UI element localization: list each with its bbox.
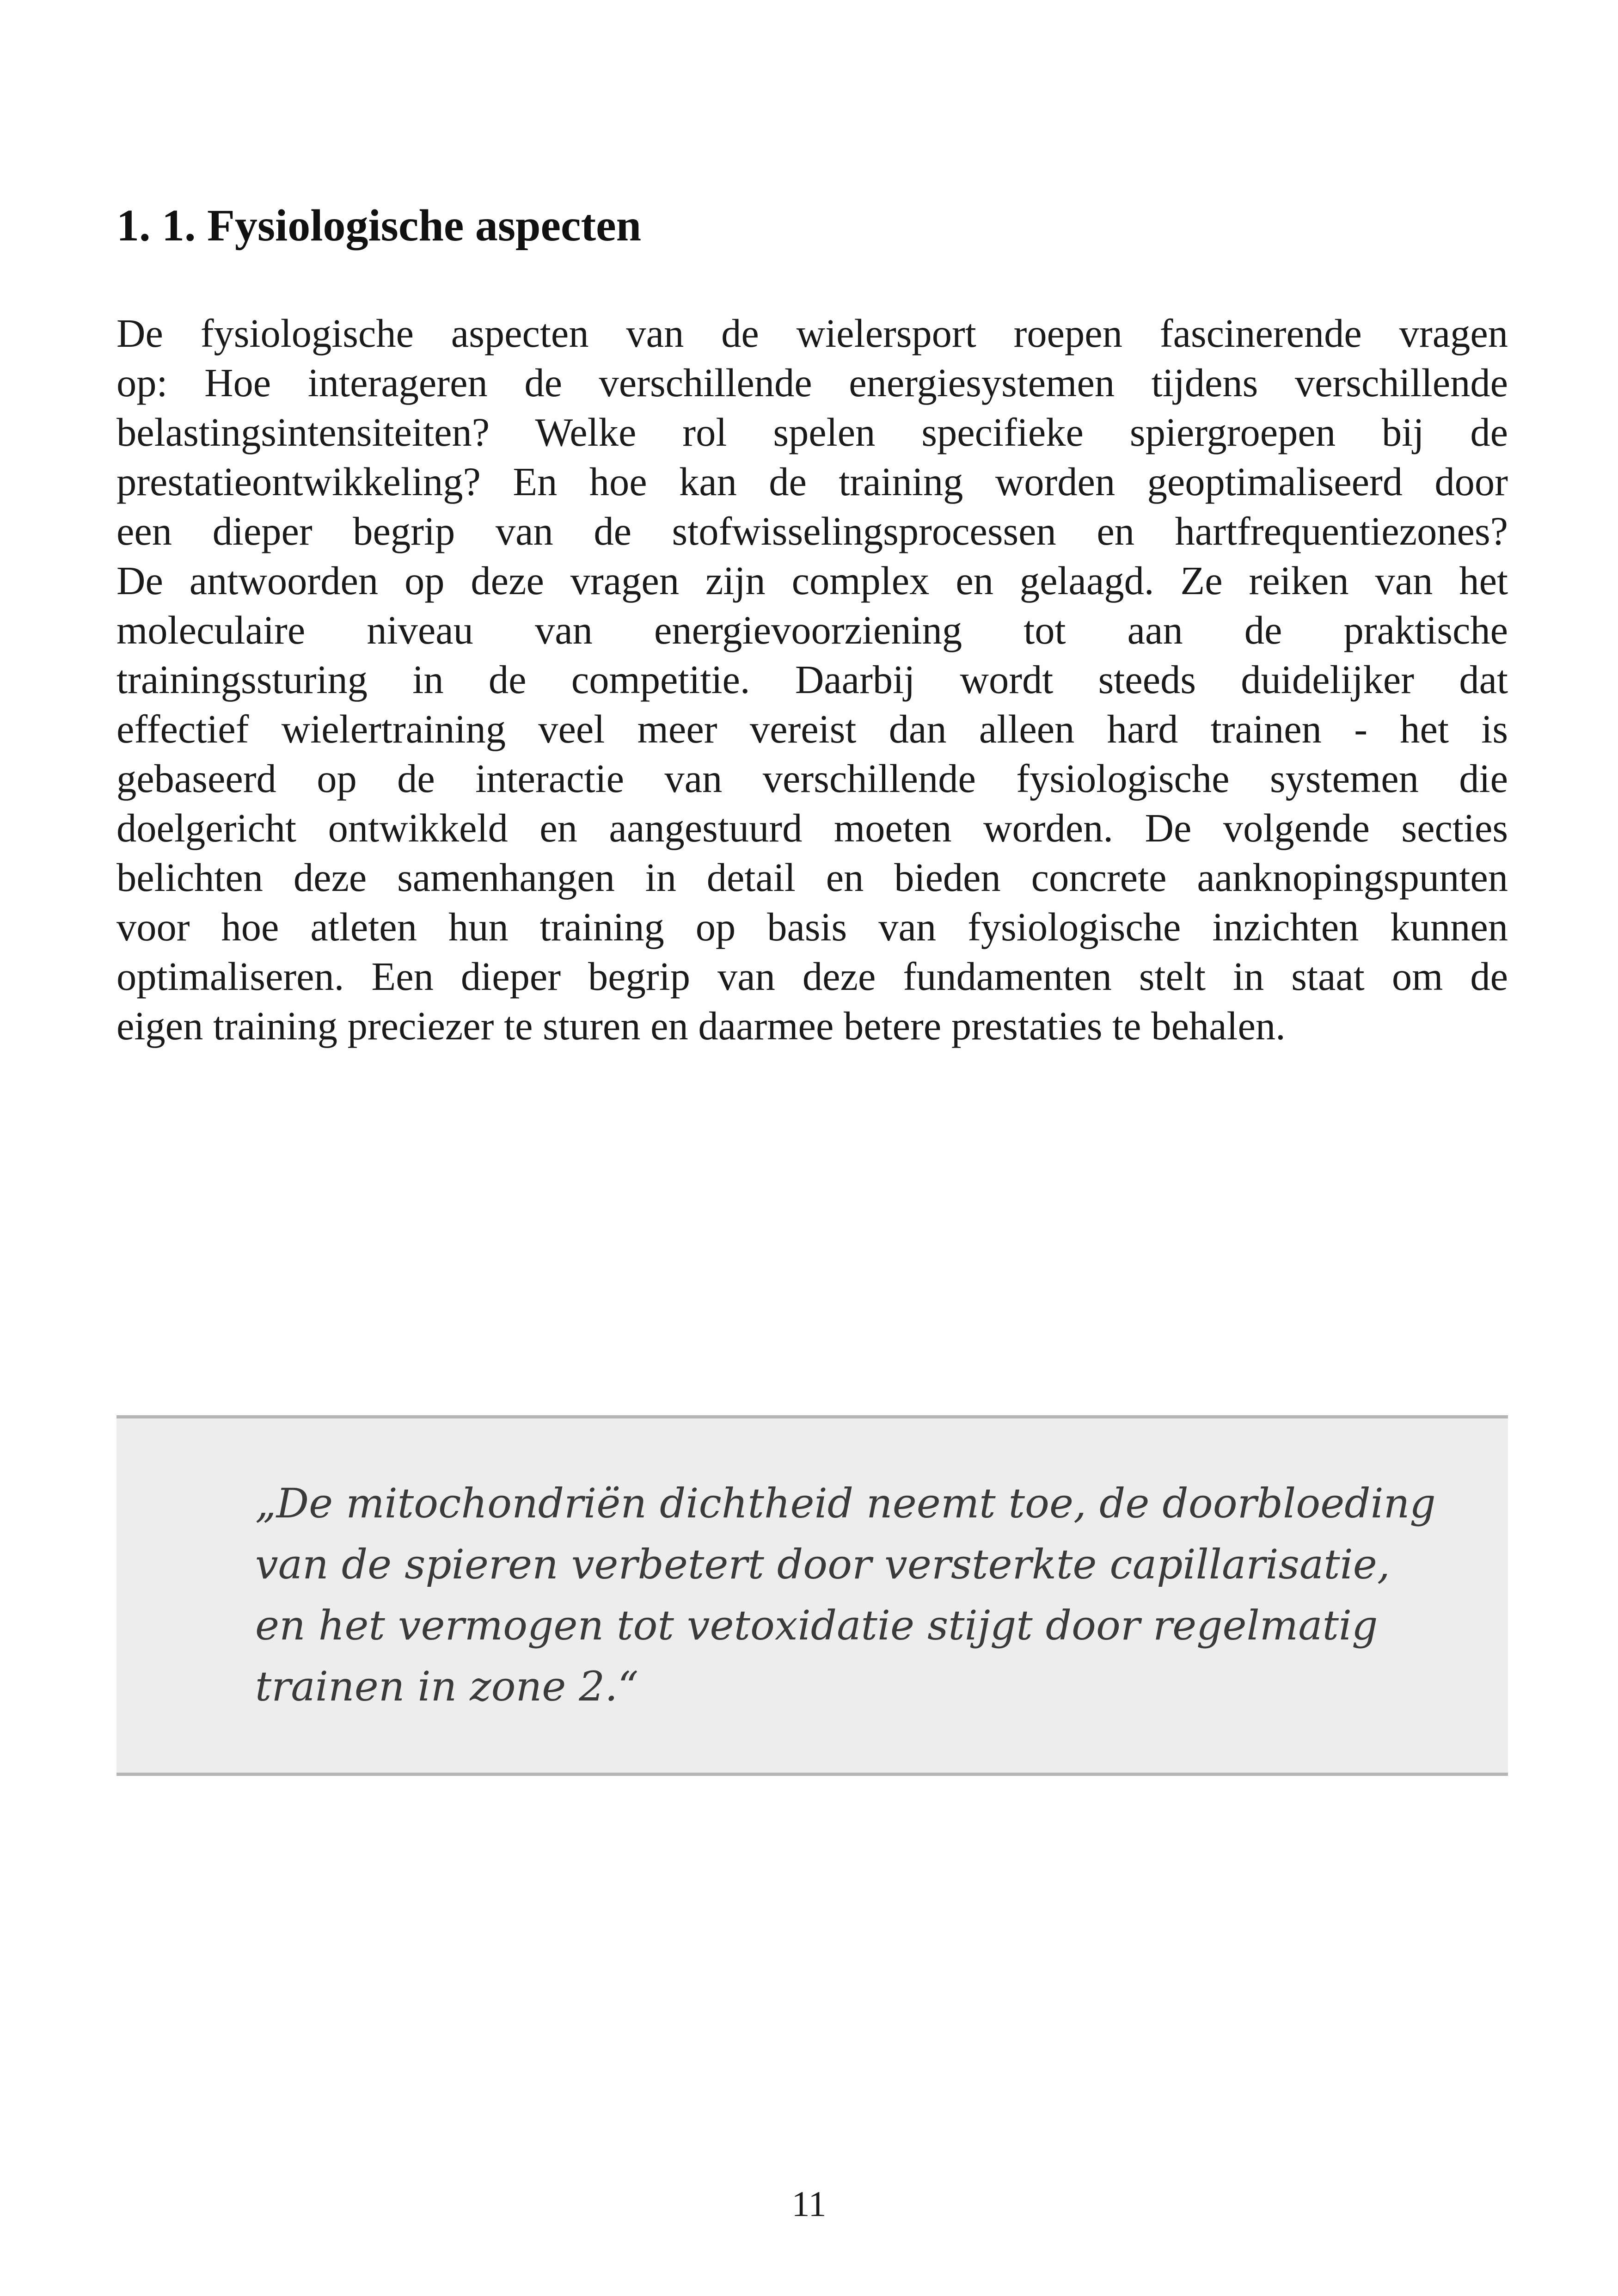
- page-number: 11: [791, 2184, 827, 2224]
- body-line: eigen training preciezer te sturen en daarmee betere prestaties te behalen.: [116, 1004, 1286, 1048]
- body-line: doelgericht ontwikkeld en aangestuurd moeten worden. De volgende secties: [116, 806, 1508, 850]
- quote-line: „De mitochondriën dichtheid neemt toe, de doorbloeding: [255, 1480, 1436, 1527]
- body-line: effectief wielertraining veel meer vereist dan alleen hard trainen - het is: [116, 707, 1508, 751]
- quote-line: van de spieren verbetert door versterkte capillarisatie,: [255, 1541, 1390, 1588]
- pull-quote: [255, 1473, 1436, 1717]
- section-title: Fysiologische aspecten: [207, 201, 642, 251]
- section-number: 1. 1.: [116, 201, 196, 251]
- body-line: moleculaire niveau van energievoorziening tot aan de praktische: [116, 608, 1508, 652]
- body-line: De antwoorden op deze vragen zijn complex en gelaagd. Ze reiken van het: [116, 559, 1508, 603]
- body-line: prestatieontwikkeling? En hoe kan de training worden geoptimaliseerd door: [116, 460, 1508, 504]
- body-line: belastingsintensiteiten? Welke rol spelen specifieke spiergroepen bij de: [116, 410, 1508, 454]
- body-line: optimaliseren. Een dieper begrip van deze fundamenten stelt in staat om de: [116, 954, 1508, 999]
- body-line: op: Hoe interageren de verschillende energiesystemen tijdens verschillende: [116, 361, 1508, 405]
- body-line: trainingssturing in de competitie. Daarbij wordt steeds duidelijker dat: [116, 657, 1508, 702]
- body-line: voor hoe atleten hun training op basis van fysiologische inzichten kunnen: [116, 905, 1508, 949]
- quote-line: trainen in zone 2.“: [255, 1663, 639, 1710]
- body-paragraph: [116, 309, 1508, 1051]
- quote-line: en het vermogen tot vetoxidatie stijgt door regelmatig: [255, 1602, 1378, 1649]
- section-heading: [116, 200, 1503, 252]
- pull-quote-box: [116, 1415, 1508, 1776]
- body-line: De fysiologische aspecten van de wielersport roepen fascinerende vragen: [116, 311, 1508, 356]
- body-line: belichten deze samenhangen in detail en bieden concrete aanknopingspunten: [116, 855, 1508, 900]
- body-line: gebaseerd op de interactie van verschillende fysiologische systemen die: [116, 756, 1508, 801]
- body-line: een dieper begrip van de stofwisselingsprocessen en hartfrequentiezones?: [116, 509, 1508, 553]
